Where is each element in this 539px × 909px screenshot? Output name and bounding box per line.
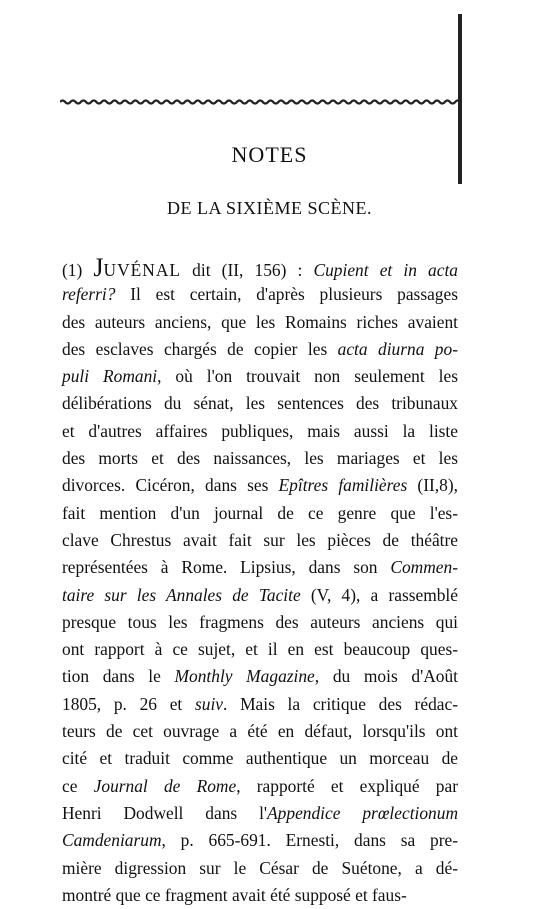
text-line xyxy=(62,309,458,336)
text-run: Henri Dodwell dans l' xyxy=(62,802,268,823)
text-run: représentées à Rome. Lipsius, dans son xyxy=(62,557,391,578)
text-run: des auteurs anciens, que les Romains riches avaient xyxy=(62,311,458,332)
text-line xyxy=(62,281,458,308)
text-run: Camdeniarum xyxy=(62,830,162,851)
text-run: taire sur les Annales de Tacite xyxy=(62,584,301,605)
text-run: . Mais la critique des rédac- xyxy=(223,693,458,714)
text-run: , rapporté et expliqué par xyxy=(236,775,458,796)
text-run: (1) xyxy=(62,260,94,280)
note-paragraph xyxy=(62,254,458,909)
text-run: puli Romani xyxy=(62,366,158,387)
text-line xyxy=(62,718,458,745)
text-run: Monthly Magazine xyxy=(174,666,315,687)
text-run: montré que ce fragment avait été supposé et faus- xyxy=(62,884,407,905)
text-run: clave Chrestus avait fait sur les pièces de théâtre xyxy=(62,529,458,550)
text-run: Commen- xyxy=(390,557,458,578)
text-run: UVÉNAL xyxy=(103,260,182,280)
text-run: tion dans le xyxy=(62,666,175,687)
text-run: (II,8), xyxy=(407,475,458,496)
page-title: NOTES xyxy=(231,142,308,167)
text-line xyxy=(62,336,458,363)
text-run: Appendice prœlectionum xyxy=(267,802,459,823)
text-run: Epîtres familières xyxy=(278,475,408,496)
text-run: , où l'on trouvait non seulement les xyxy=(157,366,458,387)
text-run: fait mention d'un journal de ce genre que l'es- xyxy=(62,502,458,523)
text-run: ont rapport à ce sujet, et il en est beaucoup ques- xyxy=(62,639,458,660)
text-line xyxy=(62,254,458,281)
text-run: dit (II, 156) : xyxy=(181,260,314,280)
text-run: (V, 4), a rassemblé xyxy=(300,584,458,605)
text-line xyxy=(62,800,458,827)
text-line xyxy=(62,827,458,854)
text-line xyxy=(62,582,458,609)
text-run: , du mois d'Août xyxy=(314,666,459,687)
text-run: ce xyxy=(62,775,94,796)
text-run: et d'autres affaires publiques, mais aussi la liste xyxy=(62,420,458,441)
text-line xyxy=(62,663,458,690)
text-line xyxy=(62,527,458,554)
text-run: mière digression sur le César de Suétone, a dé- xyxy=(62,857,458,878)
text-line xyxy=(62,882,458,909)
text-line xyxy=(62,855,458,882)
text-line xyxy=(62,390,458,417)
text-run: cité et traduit comme authentique un morceau de xyxy=(62,748,458,769)
text-line xyxy=(62,745,458,772)
text-line xyxy=(62,472,458,499)
text-run: J xyxy=(93,253,104,282)
text-run: divorces. Cicéron, dans ses xyxy=(62,475,279,496)
text-line xyxy=(62,773,458,800)
text-line xyxy=(62,691,458,718)
text-run: acta diurna po- xyxy=(337,338,458,359)
text-line xyxy=(62,363,458,390)
text-run: suiv xyxy=(194,693,223,714)
text-line xyxy=(62,636,458,663)
text-run: des esclaves chargés de copier les xyxy=(62,338,338,359)
text-run: 1805, p. 26 et xyxy=(62,693,195,714)
text-run: referri? xyxy=(62,284,116,305)
text-line xyxy=(62,500,458,527)
page-subtitle: DE LA SIXIÈME SCÈNE. xyxy=(167,198,372,218)
text-run: Il est certain, d'après plusieurs passages xyxy=(115,284,458,305)
text-run: teurs de cet ouvrage a été en défaut, lorsqu'ils ont xyxy=(62,721,458,742)
text-run: Journal de Rome xyxy=(93,775,237,796)
text-run: des morts et des naissances, les mariages et les xyxy=(62,448,458,469)
decorative-rule-ornament xyxy=(60,98,458,106)
text-run: presque tous les fragmens des auteurs anciens qui xyxy=(62,611,458,632)
text-run: Cupient et in acta xyxy=(313,260,458,280)
text-line xyxy=(62,554,458,581)
text-line xyxy=(62,418,458,445)
text-line xyxy=(62,609,458,636)
text-run: délibérations du sénat, les sentences des tribunaux xyxy=(62,393,458,414)
text-line xyxy=(62,445,458,472)
text-run: , p. 665-691. Ernesti, dans sa pre- xyxy=(161,830,458,851)
